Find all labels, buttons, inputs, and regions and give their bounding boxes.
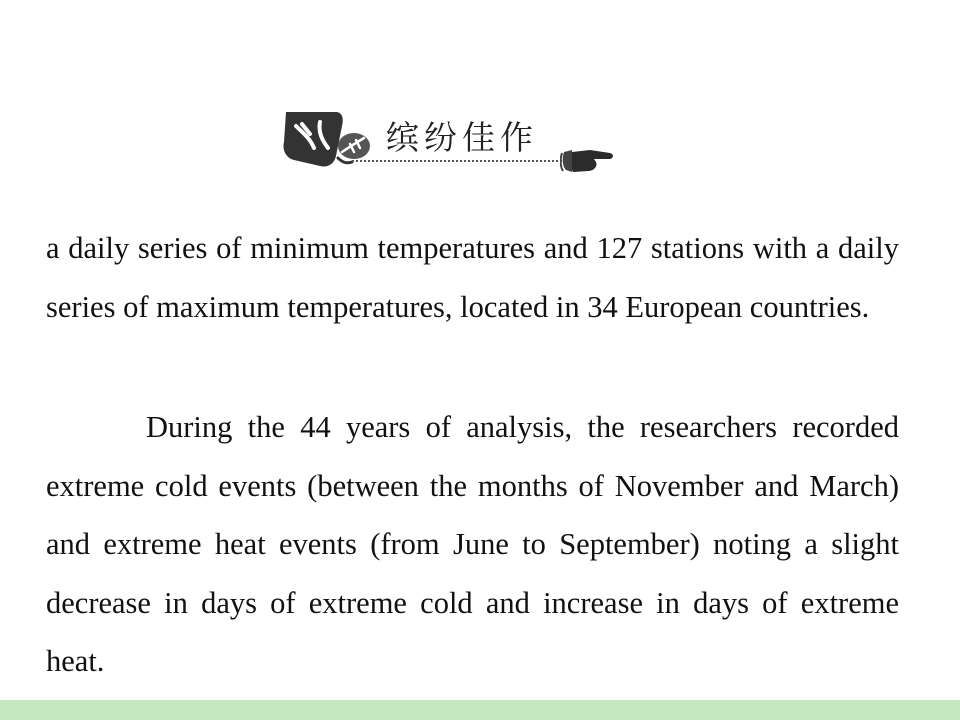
pointing-hand-icon xyxy=(560,144,616,176)
section-title: 缤纷佳作 xyxy=(386,118,538,157)
footer-bar xyxy=(0,700,960,720)
section-header xyxy=(280,108,620,178)
dotted-divider xyxy=(352,160,562,162)
paragraph-2: During the 44 years of analysis, the researchers recorded extreme cold events (between the months of November and March) and extreme heat events (from June to September) noting a slight decrease in days of extreme cold and increase in days of extreme heat. xyxy=(46,410,899,678)
paragraph-1: a daily series of minimum temperatures and 127 stations with a daily series of maximum temperatures, located in 34 European countries. xyxy=(46,231,899,324)
